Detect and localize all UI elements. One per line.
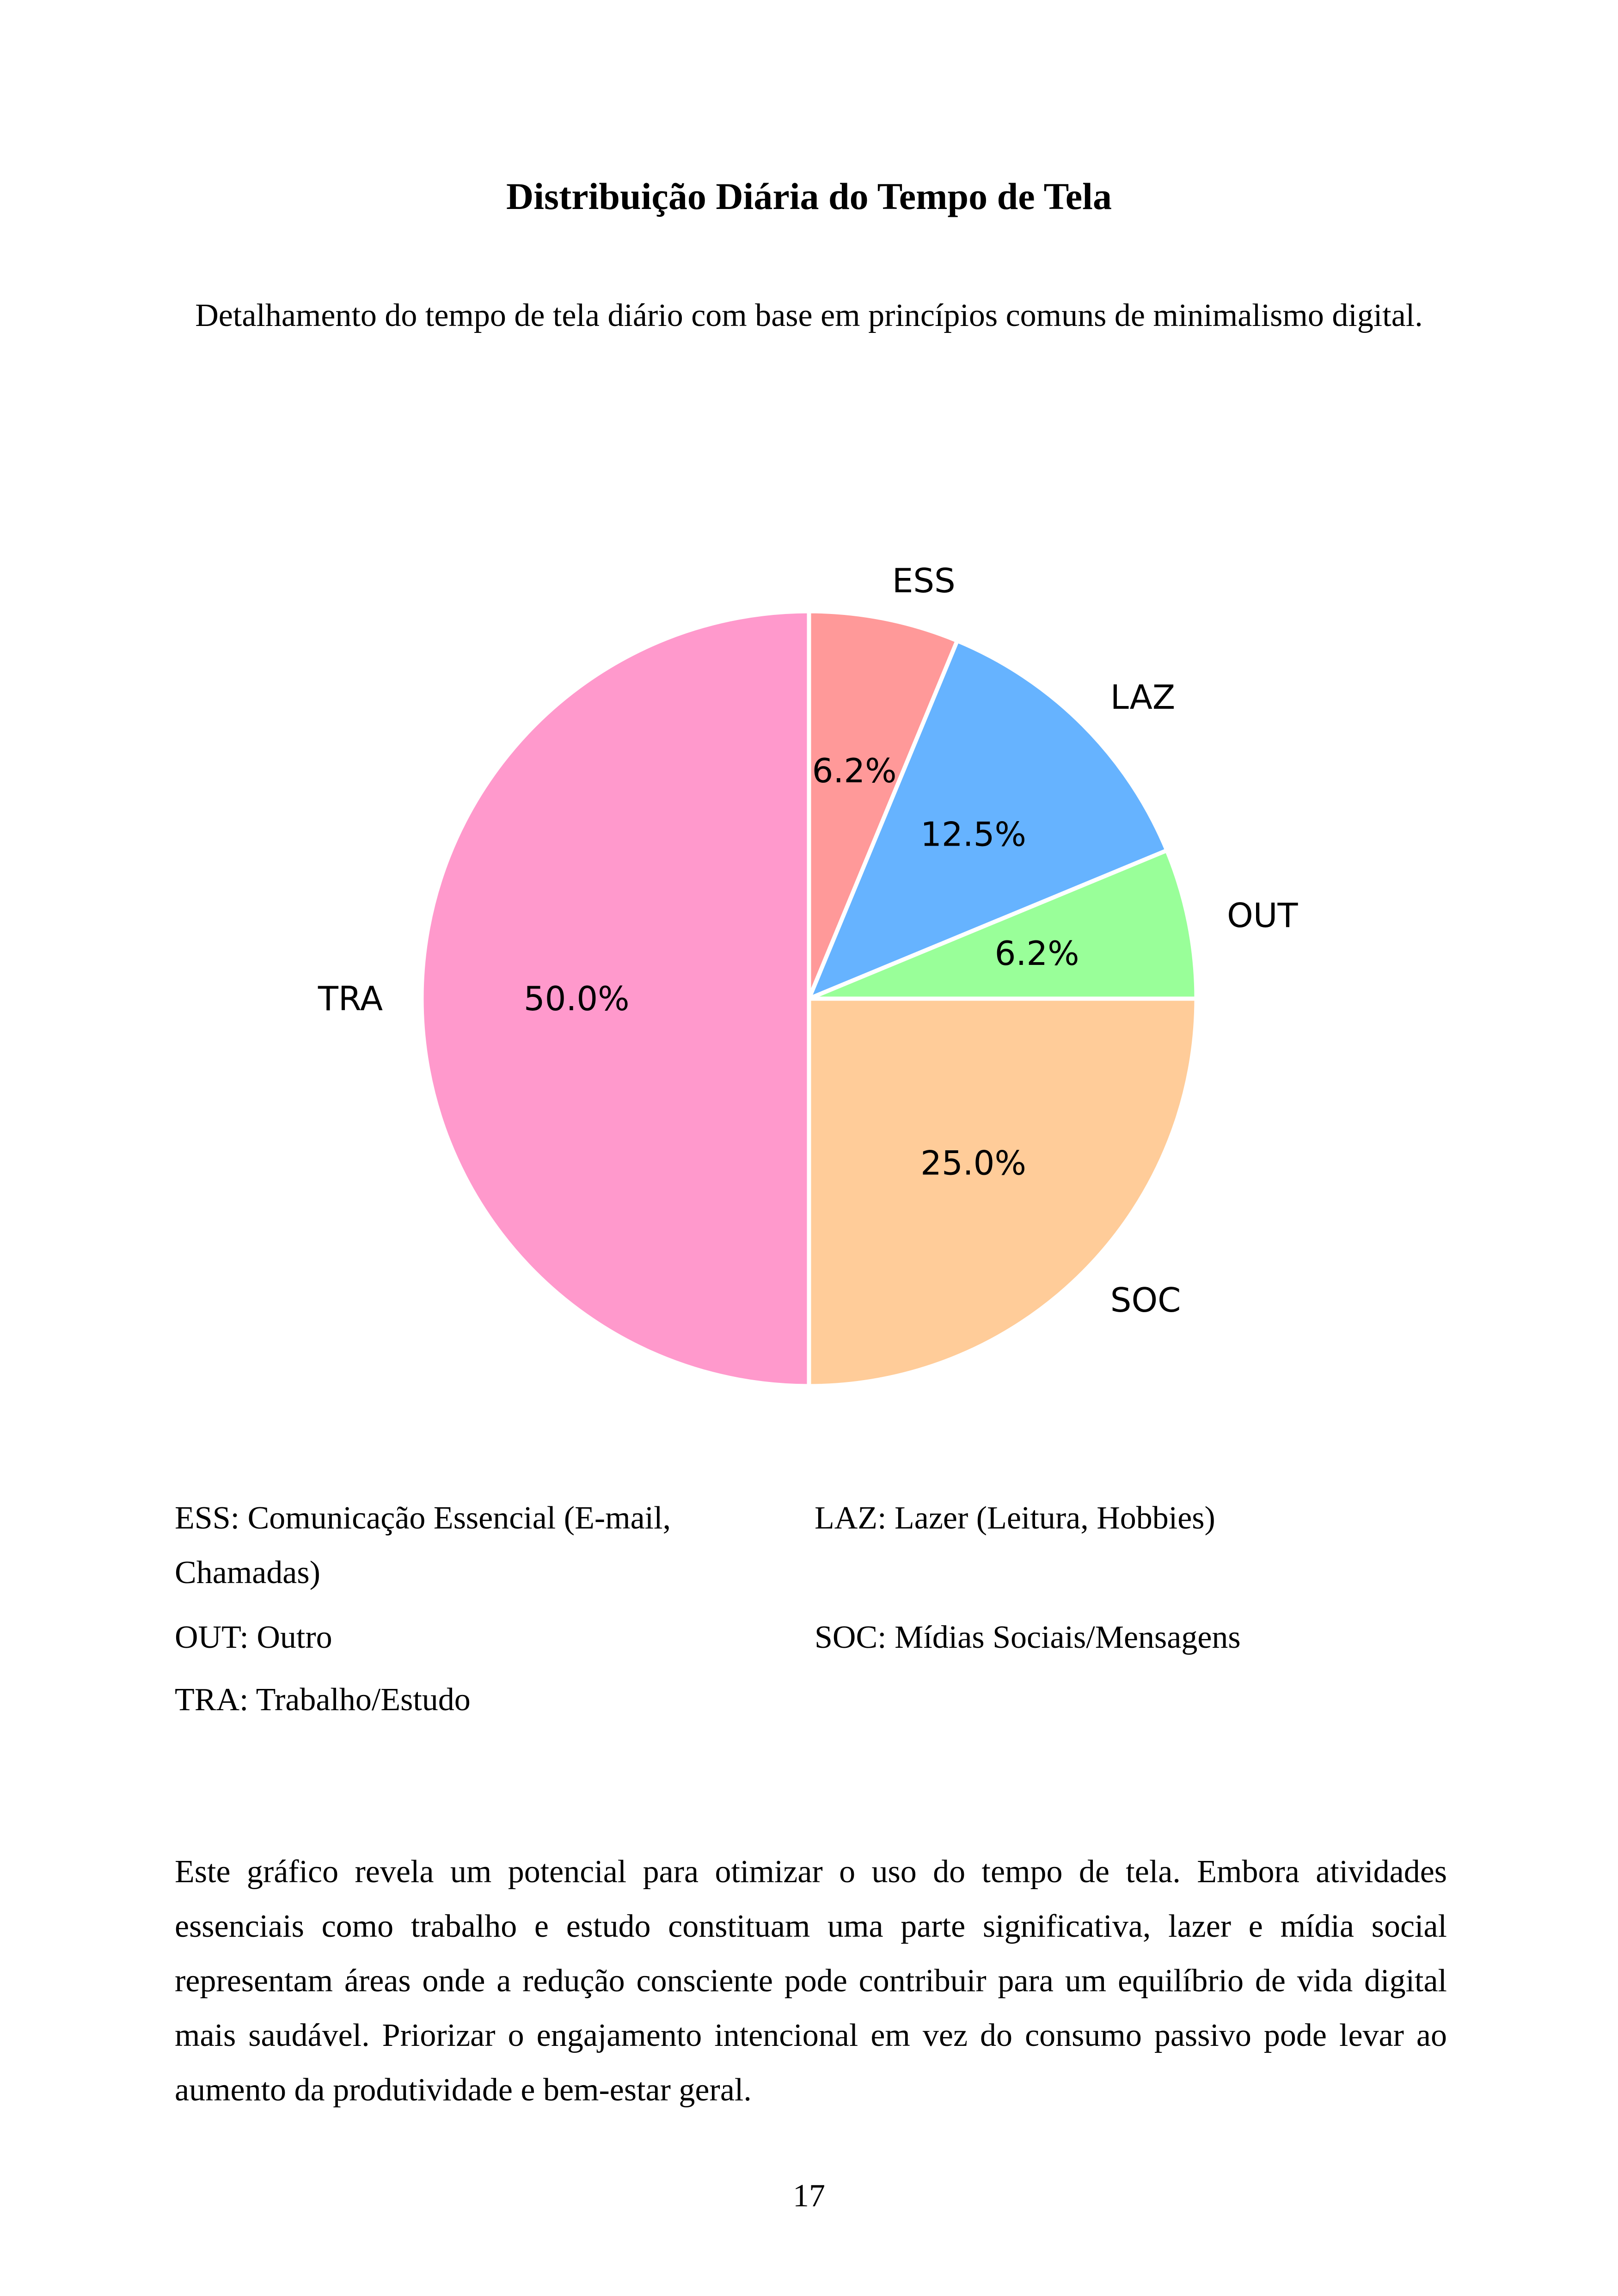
pie-category-label-ess: ESS	[892, 561, 956, 600]
body-paragraph: Este gráfico revela um potencial para otimizar o uso do tempo de tela. Embora atividades essenciais como trabalho e estudo constituam uma parte significativa, lazer e mídia social representam áreas onde a redução consciente pode contribuir para um equilíbrio de vida digital mais saudável. Priorizar o engajamento intencional em vez do consumo passivo pode levar ao aumento da produtividade e bem-estar geral.	[175, 1854, 1447, 2108]
chart-subtitle: Detalhamento do tempo de tela diário com base em princípios comuns de minimalismo digital.	[195, 298, 1423, 333]
legend-item-laz: LAZ: Lazer (Leitura, Hobbies)	[815, 1500, 1215, 1536]
pie-pct-label-ess: 6.2%	[812, 751, 897, 790]
pie-pct-label-out: 6.2%	[994, 933, 1079, 973]
pie-pct-label-tra: 50.0%	[523, 979, 630, 1018]
pie-pct-label-laz: 12.5%	[920, 815, 1026, 854]
pie-category-label-out: OUT	[1227, 896, 1298, 935]
legend-item-ess: ESS: Comunicação Essencial (E-mail, Chamadas)	[175, 1500, 671, 1590]
pie-pct-label-soc: 25.0%	[920, 1143, 1026, 1183]
pie-category-label-laz: LAZ	[1110, 678, 1176, 717]
legend-item-soc: SOC: Mídias Sociais/Mensagens	[815, 1620, 1241, 1655]
legend-item-out: OUT: Outro	[175, 1620, 332, 1655]
pie-category-label-tra: TRA	[318, 979, 383, 1018]
pie-category-label-soc: SOC	[1110, 1280, 1181, 1320]
pie-slice-soc	[809, 999, 1196, 1386]
chart-title: Distribuição Diária do Tempo de Tela	[506, 175, 1112, 217]
legend-item-tra: TRA: Trabalho/Estudo	[175, 1682, 471, 1718]
page-number: 17	[793, 2178, 825, 2214]
